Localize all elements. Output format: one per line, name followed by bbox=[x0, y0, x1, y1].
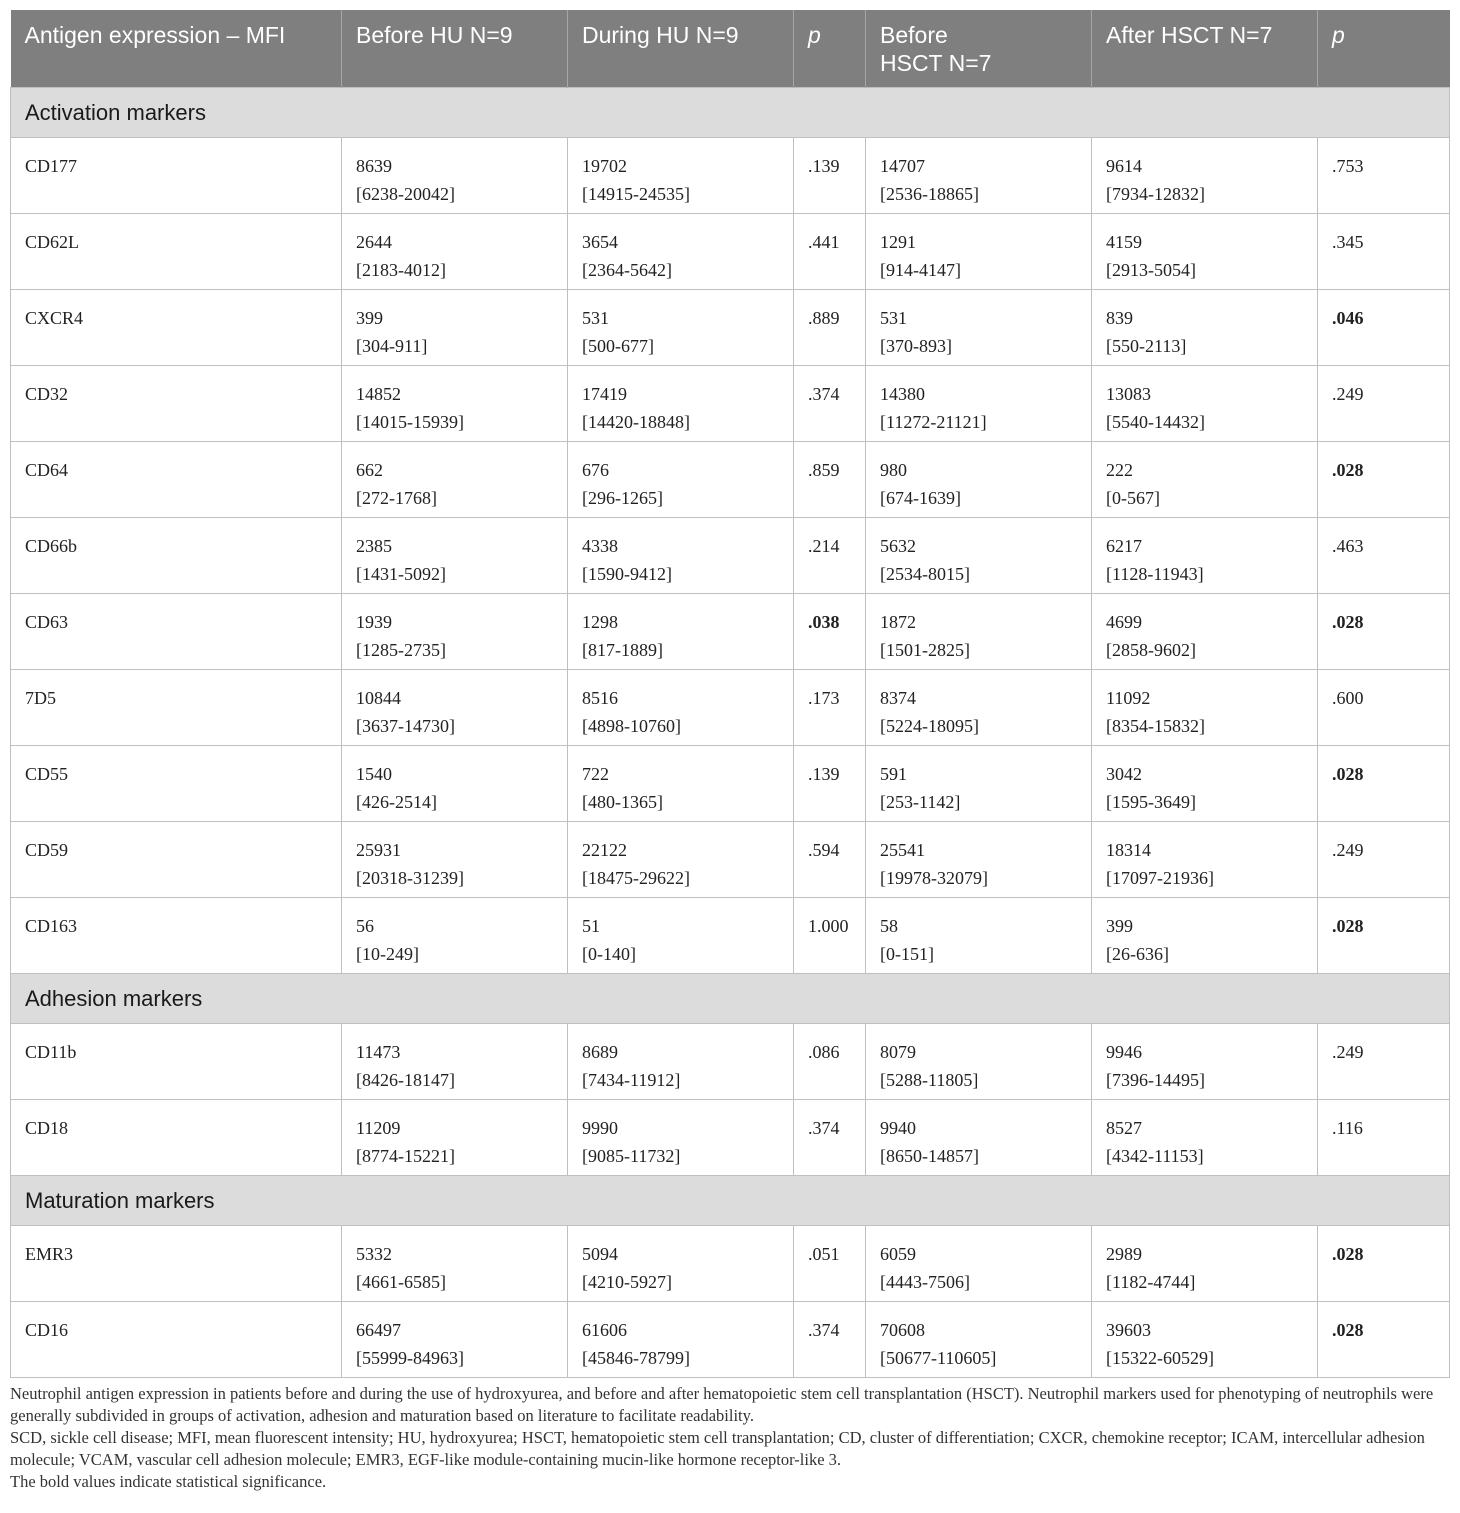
cell-before-hu bbox=[342, 138, 568, 214]
cell-before-hsct bbox=[866, 214, 1092, 290]
cell-after-hsct bbox=[1092, 366, 1318, 442]
cell-before-hsct-range: [4443-7506] bbox=[880, 1272, 970, 1292]
marker-name: CD18 bbox=[11, 1100, 342, 1176]
cell-during-hu-range: [4898-10760] bbox=[582, 716, 681, 736]
cell-p-hu: .038 bbox=[794, 594, 866, 670]
cell-after-hsct-range: [1182-4744] bbox=[1106, 1272, 1196, 1292]
cell-p-hu: .859 bbox=[794, 442, 866, 518]
cell-before-hu-range: [304-911] bbox=[356, 336, 428, 356]
cell-during-hu-median: 5094 bbox=[582, 1244, 618, 1264]
cell-during-hu bbox=[568, 594, 794, 670]
table-row bbox=[11, 518, 1450, 594]
cell-during-hu-range: [1590-9412] bbox=[582, 564, 672, 584]
cell-before-hu-range: [55999-84963] bbox=[356, 1348, 464, 1368]
antigen-expression-table bbox=[10, 10, 1450, 1378]
cell-p-hu: .086 bbox=[794, 1024, 866, 1100]
cell-before-hsct-range: [674-1639] bbox=[880, 488, 961, 508]
cell-after-hsct-median: 6217 bbox=[1106, 536, 1142, 556]
cell-before-hu-range: [1431-5092] bbox=[356, 564, 446, 584]
cell-after-hsct bbox=[1092, 1302, 1318, 1378]
cell-during-hu-range: [14420-18848] bbox=[582, 412, 690, 432]
cell-before-hu bbox=[342, 366, 568, 442]
cell-before-hsct bbox=[866, 138, 1092, 214]
cell-before-hu-range: [10-249] bbox=[356, 944, 419, 964]
cell-before-hsct-range: [5224-18095] bbox=[880, 716, 979, 736]
cell-before-hsct-range: [11272-21121] bbox=[880, 412, 987, 432]
cell-p-hu: 1.000 bbox=[794, 898, 866, 974]
cell-before-hu-median: 14852 bbox=[356, 384, 401, 404]
cell-after-hsct-median: 8527 bbox=[1106, 1118, 1142, 1138]
cell-after-hsct bbox=[1092, 746, 1318, 822]
cell-before-hu-median: 8639 bbox=[356, 156, 392, 176]
cell-before-hu bbox=[342, 594, 568, 670]
cell-p-hsct: .753 bbox=[1318, 138, 1450, 214]
cell-before-hsct-median: 58 bbox=[880, 916, 898, 936]
cell-after-hsct bbox=[1092, 898, 1318, 974]
marker-name: CXCR4 bbox=[11, 290, 342, 366]
cell-before-hsct bbox=[866, 518, 1092, 594]
cell-during-hu-range: [2364-5642] bbox=[582, 260, 672, 280]
marker-name: CD66b bbox=[11, 518, 342, 594]
cell-after-hsct-range: [17097-21936] bbox=[1106, 868, 1214, 888]
cell-during-hu-median: 8689 bbox=[582, 1042, 618, 1062]
table-row bbox=[11, 214, 1450, 290]
data-table-container bbox=[10, 10, 1449, 1378]
cell-during-hu bbox=[568, 670, 794, 746]
section-row-maturation bbox=[11, 1176, 1450, 1226]
cell-before-hsct-range: [2534-8015] bbox=[880, 564, 970, 584]
cell-before-hsct-median: 8374 bbox=[880, 688, 916, 708]
cell-p-hu: .139 bbox=[794, 746, 866, 822]
cell-p-hu: .594 bbox=[794, 822, 866, 898]
cell-p-hu: .889 bbox=[794, 290, 866, 366]
marker-name: CD63 bbox=[11, 594, 342, 670]
cell-before-hsct bbox=[866, 1302, 1092, 1378]
cell-during-hu-range: [14915-24535] bbox=[582, 184, 690, 204]
table-row bbox=[11, 442, 1450, 518]
cell-after-hsct bbox=[1092, 670, 1318, 746]
cell-after-hsct-median: 2989 bbox=[1106, 1244, 1142, 1264]
cell-before-hu-median: 25931 bbox=[356, 840, 401, 860]
cell-before-hsct bbox=[866, 1226, 1092, 1302]
cell-during-hu bbox=[568, 366, 794, 442]
cell-during-hu-median: 51 bbox=[582, 916, 600, 936]
table-row bbox=[11, 1100, 1450, 1176]
cell-before-hu-median: 5332 bbox=[356, 1244, 392, 1264]
cell-before-hsct bbox=[866, 1024, 1092, 1100]
header-before-hu: Before HU N=9 bbox=[342, 10, 568, 88]
cell-before-hu-range: [426-2514] bbox=[356, 792, 437, 812]
cell-before-hu bbox=[342, 1226, 568, 1302]
cell-before-hsct-range: [5288-11805] bbox=[880, 1070, 979, 1090]
cell-p-hsct: .028 bbox=[1318, 442, 1450, 518]
cell-after-hsct-range: [2858-9602] bbox=[1106, 640, 1196, 660]
section-row-activation bbox=[11, 88, 1450, 138]
table-row bbox=[11, 594, 1450, 670]
cell-after-hsct bbox=[1092, 822, 1318, 898]
cell-before-hsct bbox=[866, 670, 1092, 746]
cell-p-hu: .374 bbox=[794, 366, 866, 442]
cell-after-hsct-median: 9946 bbox=[1106, 1042, 1142, 1062]
cell-before-hsct-range: [370-893] bbox=[880, 336, 952, 356]
cell-after-hsct bbox=[1092, 442, 1318, 518]
cell-during-hu bbox=[568, 1100, 794, 1176]
cell-p-hsct: .028 bbox=[1318, 1302, 1450, 1378]
cell-after-hsct-range: [7934-12832] bbox=[1106, 184, 1205, 204]
cell-after-hsct bbox=[1092, 1226, 1318, 1302]
cell-during-hu-range: [817-1889] bbox=[582, 640, 663, 660]
cell-before-hsct-median: 591 bbox=[880, 764, 907, 784]
table-row bbox=[11, 746, 1450, 822]
cell-before-hsct-range: [50677-110605] bbox=[880, 1348, 997, 1368]
cell-before-hsct-median: 14707 bbox=[880, 156, 925, 176]
cell-before-hu-range: [1285-2735] bbox=[356, 640, 446, 660]
table-body bbox=[11, 88, 1450, 1378]
cell-p-hsct: .345 bbox=[1318, 214, 1450, 290]
cell-before-hu bbox=[342, 898, 568, 974]
cell-after-hsct bbox=[1092, 138, 1318, 214]
table-row bbox=[11, 138, 1450, 214]
cell-before-hu-range: [272-1768] bbox=[356, 488, 437, 508]
marker-name: CD59 bbox=[11, 822, 342, 898]
cell-during-hu-median: 1298 bbox=[582, 612, 618, 632]
section-label: Adhesion markers bbox=[11, 974, 1450, 1024]
header-during-hu: During HU N=9 bbox=[568, 10, 794, 88]
cell-before-hsct bbox=[866, 1100, 1092, 1176]
table-header bbox=[11, 10, 1450, 88]
cell-before-hu bbox=[342, 822, 568, 898]
footnote-description: Neutrophil antigen expression in patients before and during the use of hydroxyurea, and before and after hematopoietic stem cell transplantation (HSCT). Neutrophil markers used for phenotyping of neutrophils were generally subdivided in groups of activation, adhesion and maturation based on literature to facilitate readability. bbox=[10, 1384, 1434, 1425]
cell-before-hsct bbox=[866, 290, 1092, 366]
cell-after-hsct-range: [2913-5054] bbox=[1106, 260, 1196, 280]
cell-p-hsct: .028 bbox=[1318, 594, 1450, 670]
cell-before-hsct-range: [19978-32079] bbox=[880, 868, 988, 888]
table-row bbox=[11, 898, 1450, 974]
cell-p-hsct: .600 bbox=[1318, 670, 1450, 746]
cell-before-hsct-range: [914-4147] bbox=[880, 260, 961, 280]
section-label: Maturation markers bbox=[11, 1176, 1450, 1226]
cell-p-hsct: .249 bbox=[1318, 822, 1450, 898]
cell-before-hu bbox=[342, 290, 568, 366]
cell-before-hu-range: [20318-31239] bbox=[356, 868, 464, 888]
cell-before-hu-median: 1939 bbox=[356, 612, 392, 632]
cell-before-hu-median: 56 bbox=[356, 916, 374, 936]
cell-after-hsct-median: 839 bbox=[1106, 308, 1133, 328]
cell-after-hsct-range: [0-567] bbox=[1106, 488, 1160, 508]
cell-during-hu-median: 22122 bbox=[582, 840, 627, 860]
cell-before-hsct-median: 8079 bbox=[880, 1042, 916, 1062]
cell-during-hu-range: [480-1365] bbox=[582, 792, 663, 812]
cell-during-hu-range: [0-140] bbox=[582, 944, 636, 964]
cell-during-hu bbox=[568, 1226, 794, 1302]
cell-before-hsct-median: 1291 bbox=[880, 232, 916, 252]
cell-after-hsct-median: 222 bbox=[1106, 460, 1133, 480]
cell-before-hu bbox=[342, 746, 568, 822]
marker-name: CD163 bbox=[11, 898, 342, 974]
cell-during-hu-range: [45846-78799] bbox=[582, 1348, 690, 1368]
cell-p-hu: .051 bbox=[794, 1226, 866, 1302]
cell-during-hu bbox=[568, 746, 794, 822]
cell-before-hsct-median: 531 bbox=[880, 308, 907, 328]
cell-after-hsct-range: [26-636] bbox=[1106, 944, 1169, 964]
cell-during-hu bbox=[568, 290, 794, 366]
cell-before-hu bbox=[342, 442, 568, 518]
marker-name: CD16 bbox=[11, 1302, 342, 1378]
header-after-hsct: After HSCT N=7 bbox=[1092, 10, 1318, 88]
cell-after-hsct-range: [15322-60529] bbox=[1106, 1348, 1214, 1368]
cell-during-hu-median: 61606 bbox=[582, 1320, 627, 1340]
cell-after-hsct bbox=[1092, 518, 1318, 594]
cell-during-hu bbox=[568, 822, 794, 898]
cell-during-hu-range: [500-677] bbox=[582, 336, 654, 356]
cell-p-hsct: .028 bbox=[1318, 746, 1450, 822]
cell-during-hu-median: 722 bbox=[582, 764, 609, 784]
cell-before-hu-median: 11473 bbox=[356, 1042, 401, 1062]
table-row bbox=[11, 1226, 1450, 1302]
cell-after-hsct-median: 3042 bbox=[1106, 764, 1142, 784]
cell-after-hsct-range: [1595-3649] bbox=[1106, 792, 1196, 812]
cell-during-hu-range: [7434-11912] bbox=[582, 1070, 681, 1090]
cell-after-hsct-median: 18314 bbox=[1106, 840, 1151, 860]
marker-name: 7D5 bbox=[11, 670, 342, 746]
cell-after-hsct-median: 39603 bbox=[1106, 1320, 1151, 1340]
cell-p-hu: .374 bbox=[794, 1302, 866, 1378]
cell-before-hu bbox=[342, 670, 568, 746]
cell-before-hu bbox=[342, 1100, 568, 1176]
marker-name: CD11b bbox=[11, 1024, 342, 1100]
cell-before-hsct-median: 9940 bbox=[880, 1118, 916, 1138]
marker-name: CD62L bbox=[11, 214, 342, 290]
cell-before-hsct-median: 14380 bbox=[880, 384, 925, 404]
cell-before-hu-median: 66497 bbox=[356, 1320, 401, 1340]
table-row bbox=[11, 366, 1450, 442]
cell-after-hsct bbox=[1092, 1024, 1318, 1100]
header-p-hsct: p bbox=[1318, 10, 1450, 88]
cell-after-hsct bbox=[1092, 214, 1318, 290]
cell-before-hu bbox=[342, 214, 568, 290]
table-footnotes bbox=[10, 1383, 1450, 1493]
cell-before-hsct bbox=[866, 898, 1092, 974]
cell-before-hsct-median: 25541 bbox=[880, 840, 925, 860]
cell-p-hu: .139 bbox=[794, 138, 866, 214]
cell-during-hu bbox=[568, 518, 794, 594]
cell-after-hsct bbox=[1092, 1100, 1318, 1176]
cell-during-hu bbox=[568, 214, 794, 290]
cell-before-hu-median: 2385 bbox=[356, 536, 392, 556]
header-antigen: Antigen expression – MFI bbox=[11, 10, 342, 88]
table-row bbox=[11, 1024, 1450, 1100]
cell-before-hu-range: [2183-4012] bbox=[356, 260, 446, 280]
cell-during-hu bbox=[568, 1024, 794, 1100]
header-p-hu: p bbox=[794, 10, 866, 88]
header-before-hsct-line1: Before bbox=[880, 22, 948, 48]
cell-before-hu-range: [3637-14730] bbox=[356, 716, 455, 736]
section-row-adhesion bbox=[11, 974, 1450, 1024]
cell-before-hu-range: [14015-15939] bbox=[356, 412, 464, 432]
footnote-bold-note: The bold values indicate statistical significance. bbox=[10, 1472, 327, 1491]
cell-before-hu-median: 399 bbox=[356, 308, 383, 328]
cell-p-hu: .374 bbox=[794, 1100, 866, 1176]
cell-p-hsct: .046 bbox=[1318, 290, 1450, 366]
cell-after-hsct-median: 13083 bbox=[1106, 384, 1151, 404]
marker-name: CD32 bbox=[11, 366, 342, 442]
cell-before-hsct-median: 1872 bbox=[880, 612, 916, 632]
cell-p-hu: .173 bbox=[794, 670, 866, 746]
cell-during-hu bbox=[568, 442, 794, 518]
cell-after-hsct-range: [5540-14432] bbox=[1106, 412, 1205, 432]
cell-before-hu bbox=[342, 518, 568, 594]
table-row bbox=[11, 670, 1450, 746]
cell-during-hu-median: 17419 bbox=[582, 384, 627, 404]
cell-after-hsct-median: 4699 bbox=[1106, 612, 1142, 632]
cell-during-hu-median: 8516 bbox=[582, 688, 618, 708]
table-row bbox=[11, 290, 1450, 366]
cell-after-hsct bbox=[1092, 290, 1318, 366]
table-row bbox=[11, 822, 1450, 898]
cell-before-hu-range: [8774-15221] bbox=[356, 1146, 455, 1166]
cell-after-hsct-median: 399 bbox=[1106, 916, 1133, 936]
marker-name: CD64 bbox=[11, 442, 342, 518]
cell-after-hsct-range: [4342-11153] bbox=[1106, 1146, 1204, 1166]
cell-before-hu-range: [4661-6585] bbox=[356, 1272, 446, 1292]
cell-before-hsct-median: 5632 bbox=[880, 536, 916, 556]
cell-before-hsct-range: [2536-18865] bbox=[880, 184, 979, 204]
cell-p-hsct: .028 bbox=[1318, 1226, 1450, 1302]
cell-before-hu-median: 10844 bbox=[356, 688, 401, 708]
cell-after-hsct-median: 4159 bbox=[1106, 232, 1142, 252]
cell-during-hu-median: 4338 bbox=[582, 536, 618, 556]
cell-during-hu bbox=[568, 1302, 794, 1378]
cell-before-hsct bbox=[866, 822, 1092, 898]
cell-before-hu-range: [8426-18147] bbox=[356, 1070, 455, 1090]
header-before-hsct bbox=[866, 10, 1092, 88]
cell-during-hu bbox=[568, 138, 794, 214]
footnote-abbreviations: SCD, sickle cell disease; MFI, mean fluorescent intensity; HU, hydroxyurea; HSCT, hematopoietic stem cell transplantation; CD, cluster of differentiation; CXCR, chemokine receptor; ICAM, intercellular adhesion molecule; VCAM, vascular cell adhesion molecule; EMR3, EGF-like module-containing mucin-like hormone receptor-like 3. bbox=[10, 1428, 1425, 1469]
cell-after-hsct-range: [7396-14495] bbox=[1106, 1070, 1205, 1090]
cell-before-hu bbox=[342, 1024, 568, 1100]
cell-during-hu-median: 531 bbox=[582, 308, 609, 328]
cell-during-hu-range: [4210-5927] bbox=[582, 1272, 672, 1292]
cell-before-hsct-median: 980 bbox=[880, 460, 907, 480]
cell-before-hsct bbox=[866, 746, 1092, 822]
cell-during-hu-range: [296-1265] bbox=[582, 488, 663, 508]
cell-before-hsct-median: 6059 bbox=[880, 1244, 916, 1264]
marker-name: EMR3 bbox=[11, 1226, 342, 1302]
marker-name: CD177 bbox=[11, 138, 342, 214]
cell-during-hu-range: [18475-29622] bbox=[582, 868, 690, 888]
cell-during-hu-median: 676 bbox=[582, 460, 609, 480]
header-before-hsct-line2: HSCT N=7 bbox=[880, 50, 992, 76]
cell-during-hu bbox=[568, 898, 794, 974]
cell-before-hu bbox=[342, 1302, 568, 1378]
cell-p-hsct: .028 bbox=[1318, 898, 1450, 974]
cell-before-hu-median: 2644 bbox=[356, 232, 392, 252]
cell-before-hu-median: 1540 bbox=[356, 764, 392, 784]
cell-before-hsct bbox=[866, 442, 1092, 518]
section-label: Activation markers bbox=[11, 88, 1450, 138]
cell-before-hu-median: 11209 bbox=[356, 1118, 401, 1138]
cell-during-hu-median: 3654 bbox=[582, 232, 618, 252]
cell-p-hsct: .249 bbox=[1318, 366, 1450, 442]
cell-after-hsct-range: [8354-15832] bbox=[1106, 716, 1205, 736]
table-row bbox=[11, 1302, 1450, 1378]
cell-before-hsct-range: [1501-2825] bbox=[880, 640, 970, 660]
cell-p-hu: .214 bbox=[794, 518, 866, 594]
cell-p-hsct: .116 bbox=[1318, 1100, 1450, 1176]
cell-before-hsct-range: [253-1142] bbox=[880, 792, 961, 812]
cell-after-hsct bbox=[1092, 594, 1318, 670]
cell-before-hsct-median: 70608 bbox=[880, 1320, 925, 1340]
cell-before-hsct-range: [8650-14857] bbox=[880, 1146, 979, 1166]
marker-name: CD55 bbox=[11, 746, 342, 822]
cell-after-hsct-range: [550-2113] bbox=[1106, 336, 1187, 356]
cell-after-hsct-median: 9614 bbox=[1106, 156, 1142, 176]
cell-p-hsct: .463 bbox=[1318, 518, 1450, 594]
cell-after-hsct-range: [1128-11943] bbox=[1106, 564, 1204, 584]
cell-after-hsct-median: 11092 bbox=[1106, 688, 1151, 708]
cell-p-hsct: .249 bbox=[1318, 1024, 1450, 1100]
cell-before-hsct-range: [0-151] bbox=[880, 944, 934, 964]
cell-before-hsct bbox=[866, 366, 1092, 442]
cell-before-hu-median: 662 bbox=[356, 460, 383, 480]
cell-during-hu-median: 19702 bbox=[582, 156, 627, 176]
cell-before-hsct bbox=[866, 594, 1092, 670]
cell-during-hu-median: 9990 bbox=[582, 1118, 618, 1138]
cell-before-hu-range: [6238-20042] bbox=[356, 184, 455, 204]
cell-during-hu-range: [9085-11732] bbox=[582, 1146, 681, 1166]
cell-p-hu: .441 bbox=[794, 214, 866, 290]
